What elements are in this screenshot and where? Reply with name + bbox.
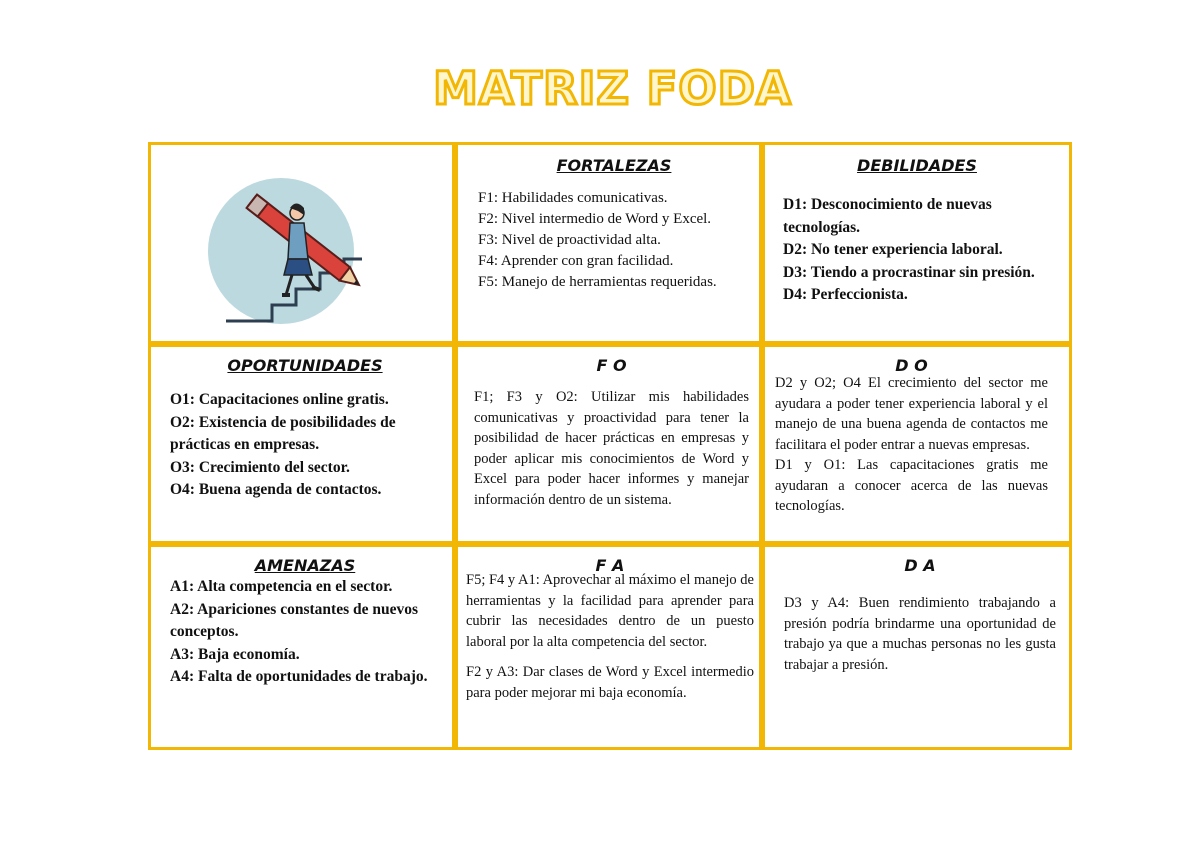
do-text [775,373,1048,517]
list-item: O2: Existencia de posibilidades de prácticas en empresas. [170,413,396,453]
fortalezas-cell [478,156,750,293]
da-heading: D A [904,556,936,575]
do-paragraph-2: D1 y O1: Las capacitaciones gratis me ayudaran a conocer acerca de las nuevas tecnologías. [775,457,1048,514]
list-item: F2: Nivel intermedio de Word y Excel. [478,211,712,227]
do-heading: D O [895,356,928,375]
list-item: F5: Manejo de herramientas requeridas. [478,274,717,290]
illustration [200,175,380,325]
grid-divider-vertical-1 [452,142,458,750]
debilidades-cell [783,156,1051,307]
list-item: A4: Falta de oportunidades de trabajo. [170,668,428,685]
list-item: F1: Habilidades comunicativas. [478,190,668,206]
list-item: O4: Buena agenda de contactos. [170,481,382,498]
grid-divider-horizontal-2 [148,541,1072,547]
woman-carrying-pencil-up-stairs-icon [200,175,380,325]
amenazas-list [170,576,440,689]
list-item: O1: Capacitaciones online gratis. [170,391,389,408]
oportunidades-list [170,389,440,502]
list-item: D3: Tiendo a procrastinar sin presión. [783,263,1035,281]
da-cell [784,556,1056,675]
list-item: F3: Nivel de proactividad alta. [478,232,661,248]
oportunidades-heading: OPORTUNIDADES [227,356,383,375]
amenazas-cell [170,556,440,689]
fo-cell [474,356,749,510]
da-text: D3 y A4: Buen rendimiento trabajando a presión podría brindarme una oportunidad de trabajo ya que a muchas personas no les gusta trabajar a presión. [784,595,1056,673]
debilidades-heading: DEBILIDADES [857,156,977,175]
fortalezas-heading: FORTALEZAS [556,156,672,175]
fortalezas-list [478,188,750,293]
debilidades-list [783,194,1051,307]
page-title: MATRIZ FODA [433,62,792,115]
do-paragraph-1: D2 y O2; O4 El crecimiento del sector me ayudara a poder tener experiencia laboral y el manejo de una buena agenda de contactos me facilitara el poder entrar a nuevas empresas. [775,375,1048,453]
list-item: A2: Apariciones constantes de nuevos conceptos. [170,600,419,640]
fa-cell [466,556,754,703]
fo-text: F1; F3 y O2: Utilizar mis habilidades comunicativas y proactividad para tener la posibilidad de hacer prácticas en empresas y poder aplicar mis conocimientos de Word y Excel para poder hacer informes y manejar información dentro de un sistema. [474,389,749,508]
list-item: A3: Baja economía. [170,645,300,663]
do-cell [775,356,1048,517]
list-item: F4: Aprender con gran facilidad. [478,253,674,269]
fa-text [466,570,754,703]
fa-heading: F A [595,556,625,575]
fo-heading: F O [596,356,627,375]
fa-paragraph-1: F5; F4 y A1: Aprovechar al máximo el manejo de herramientas y la facilidad para aprender para cubrir las necesidades dentro de un puesto laboral por la alta competencia del sector. [466,572,754,650]
grid-divider-vertical-2 [759,142,765,750]
list-item: O3: Crecimiento del sector. [170,458,350,476]
amenazas-heading: AMENAZAS [254,556,356,575]
list-item: D2: No tener experiencia laboral. [783,241,1003,258]
list-item: A1: Alta competencia en el sector. [170,578,393,595]
list-item: D4: Perfeccionista. [783,286,908,303]
grid-divider-horizontal-1 [148,341,1072,347]
list-item: D1: Desconocimiento de nuevas tecnologías. [783,196,992,236]
oportunidades-cell [170,356,440,502]
fa-paragraph-2: F2 y A3: Dar clases de Word y Excel intermedio para poder mejorar mi baja economía. [466,664,754,701]
